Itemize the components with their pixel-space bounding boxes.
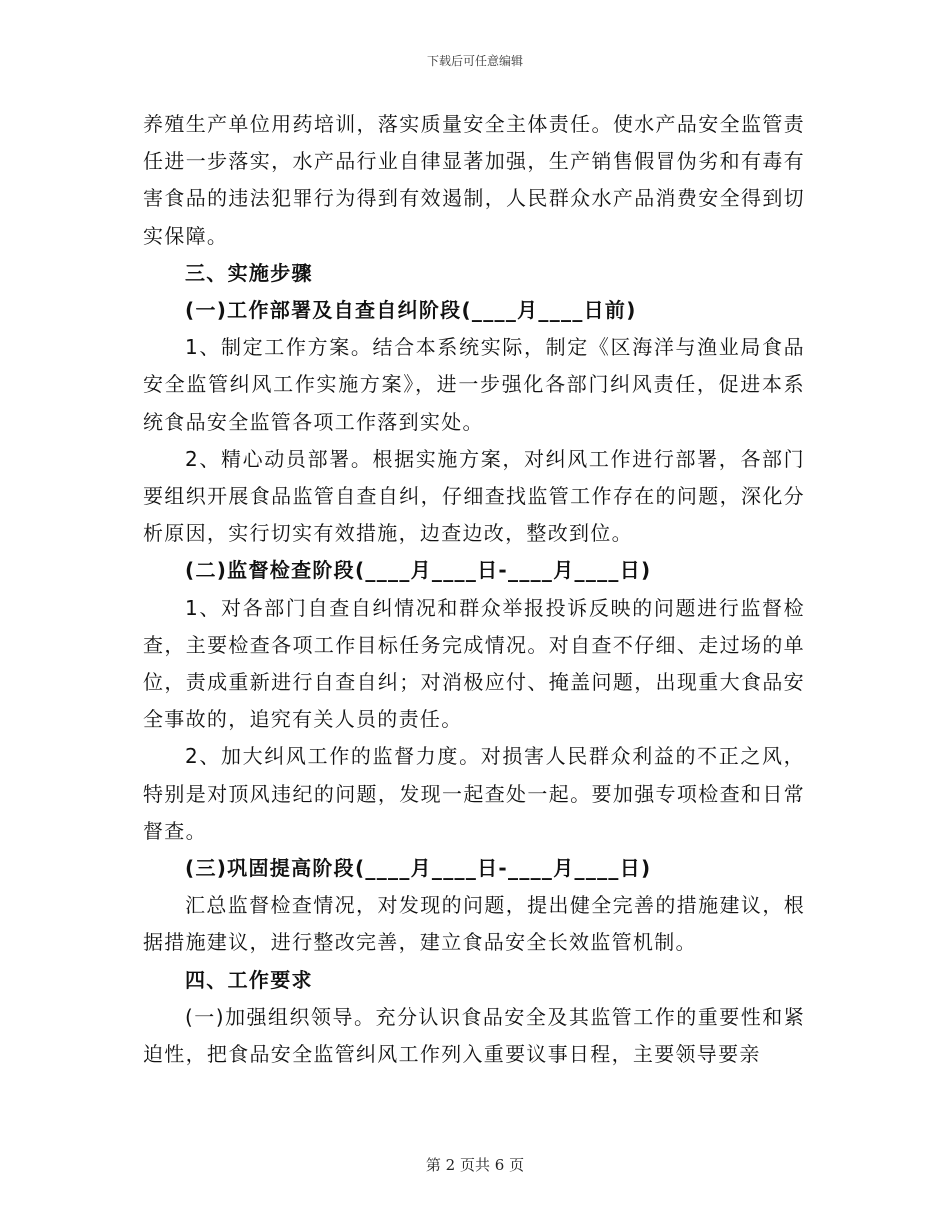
page-footer: 第 2 页共 6 页 — [425, 1156, 525, 1174]
paragraph: 养殖生产单位用药培训，落实质量安全主体责任。使水产品安全监管责任进一步落实，水产品行业自律显著加强，生产销售假冒伪劣和有毒有害食品的违法犯罪行为得到有效遏制，人民群众水产品消费安全得到切实保障。 — [143, 112, 805, 248]
page-header: 下载后可任意编辑 — [426, 54, 523, 68]
subsection-heading: (三)巩固提高阶段(____月____日-____月____日) — [185, 856, 652, 881]
subsection-heading: (二)监督检查阶段(____月____日-____月____日) — [185, 558, 652, 583]
paragraph: 2、精心动员部署。根据实施方案，对纠风工作进行部署，各部门要组织开展食品监管自查自纠，仔细查找监管工作存在的问题，深化分析原因，实行切实有效措施，边查边改，整改到位。 — [143, 446, 805, 546]
section-heading: 四、工作要求 — [185, 967, 313, 992]
paragraph: (一)加强组织领导。充分认识食品安全及其监管工作的重要性和紧迫性，把食品安全监管纠风工作列入重要议事日程，主要领导要亲 — [143, 1004, 805, 1067]
section-heading: 三、实施步骤 — [185, 260, 313, 285]
paragraph: 1、对各部门自查自纠情况和群众举报投诉反映的问题进行监督检查，主要检查各项工作目标任务完成情况。对自查不仔细、走过场的单位，责成重新进行自查自纠；对消极应付、掩盖问题，出现重大食品安全事故的，追究有关人员的责任。 — [143, 595, 805, 732]
subsection-heading: (一)工作部署及自查自纠阶段(____月____日前) — [185, 298, 637, 323]
paragraph: 汇总监督检查情况，对发现的问题，提出健全完善的措施建议，根据措施建议，进行整改完善，建立食品安全长效监管机制。 — [143, 893, 805, 955]
paragraph: 2、加大纠风工作的监督力度。对损害人民群众利益的不正之风，特别是对顶风违纪的问题，发现一起查处一起。要加强专项检查和日常督查。 — [143, 744, 805, 843]
document-body — [143, 106, 805, 1073]
paragraph: 1、制定工作方案。结合本系统实际，制定《区海洋与渔业局食品安全监管纠风工作实施方案》，进一步强化各部门纠风责任，促进本系统食品安全监管各项工作落到实处。 — [143, 335, 805, 434]
